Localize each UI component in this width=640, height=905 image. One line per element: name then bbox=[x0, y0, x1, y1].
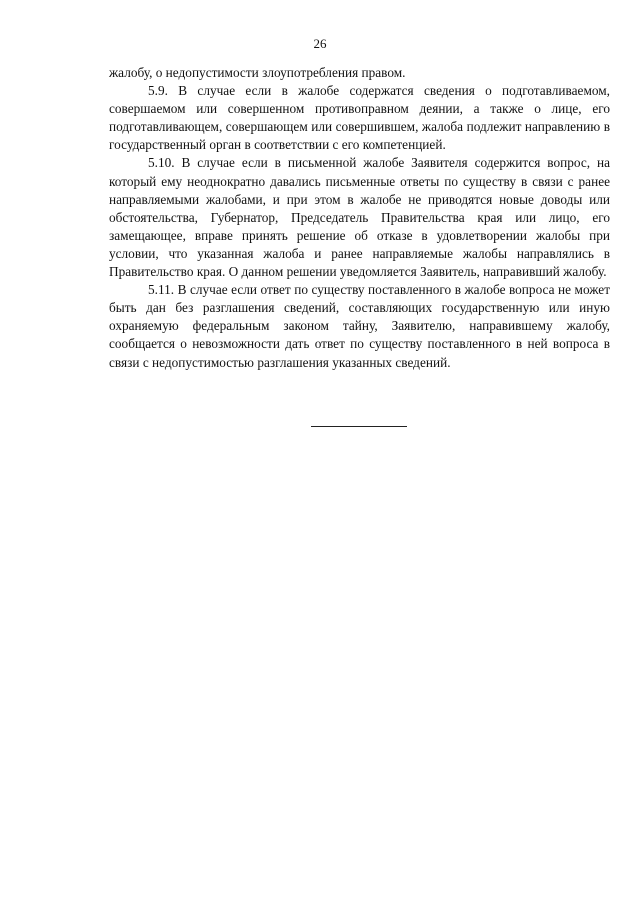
paragraph-5-11: 5.11. В случае если ответ по существу поставленного в жалобе вопроса не может быть дан без разглашения сведений, составляющих государственную или иную охраняемую федеральным законом тайну, Заявителю, направившему жалобу, сообщается о невозможности дать ответ по существу поставленного в ней вопроса в связи с недопустимостью разглашения указанных сведений. bbox=[109, 282, 610, 370]
end-separator-line bbox=[311, 426, 407, 427]
paragraph-5-10: 5.10. В случае если в письменной жалобе Заявителя содержится вопрос, на который ему неоднократно давались письменные ответы по существу в связи с ранее направляемыми жалобами, и при этом в жалобе не приводятся новые доводы или обстоятельства, Губернатор, Председатель Правительства края или лицо, его замещающее, вправе принять решение об отказе в удовлетворении жалобы при условии, что указанная жалоба и ранее направляемые жалобы направлялись в Правительство края. О данном решении уведомляется Заявитель, направивший жалобу. bbox=[109, 155, 610, 280]
paragraph-5-9: 5.9. В случае если в жалобе содержатся сведения о подготавливаемом, совершаемом или совершенном противоправном деянии, а также о лице, его подготавливающем, совершающем или совершившем, жалоба подлежит направлению в государственный орган в соответствии с его компетенцией. bbox=[109, 83, 610, 153]
paragraph-continuation: жалобу, о недопустимости злоупотребления правом. bbox=[109, 65, 406, 80]
document-body bbox=[109, 64, 610, 372]
page-number: 26 bbox=[313, 36, 327, 51]
